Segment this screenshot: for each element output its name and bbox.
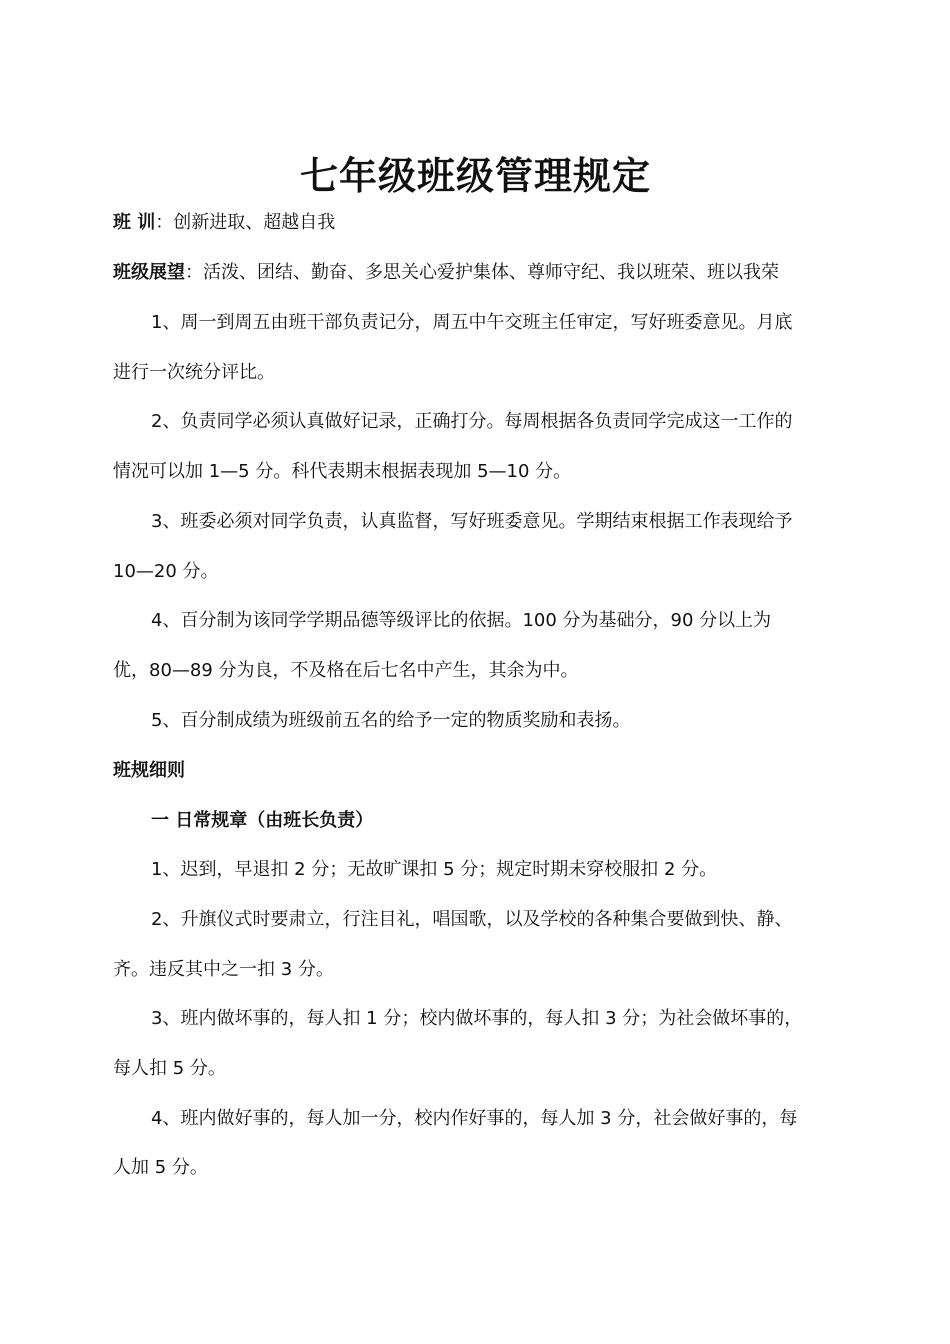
- detail-2-line-1: 2、升旗仪式时要肃立，行注目礼，唱国歌，以及学校的各种集合要做到快、静、: [151, 909, 793, 930]
- rule-1-line-2: 进行一次统分评比。: [113, 362, 275, 383]
- detail-3-line-2: 每人扣 5 分。: [113, 1058, 226, 1079]
- class-motto-label: 班 训: [113, 212, 156, 233]
- rule-5-line-1: 5、百分制成绩为班级前五名的给予一定的物质奖励和表扬。: [151, 710, 631, 731]
- detail-2-line-2: 齐。违反其中之一扣 3 分。: [113, 959, 334, 980]
- section-1-heading: 一 日常规章（由班长负责）: [151, 810, 374, 831]
- rule-2-line-2: 情况可以加 1—5 分。科代表期末根据表现加 5—10 分。: [113, 461, 572, 482]
- detail-4-line-2: 人加 5 分。: [113, 1157, 208, 1178]
- rule-4-line-2: 优，80—89 分为良，不及格在后七名中产生，其余为中。: [113, 660, 579, 681]
- class-vision-label: 班级展望: [113, 262, 185, 283]
- rule-2-line-1: 2、负责同学必须认真做好记录，正确打分。每周根据各负责同学完成这一工作的: [151, 411, 793, 432]
- class-vision: [113, 260, 838, 286]
- detail-3-line-1: 3、班内做坏事的，每人扣 1 分；校内做坏事的，每人扣 3 分；为社会做坏事的，: [151, 1008, 803, 1029]
- detail-4-line-1: 4、班内做好事的，每人加一分，校内作好事的，每人加 3 分，社会做好事的，每: [151, 1108, 798, 1129]
- class-motto: [113, 210, 838, 236]
- class-motto-separator: ：: [155, 212, 174, 233]
- page-title: 七年级班级管理规定: [299, 153, 651, 198]
- rule-3-line-2: 10—20 分。: [113, 561, 219, 582]
- details-heading: 班规细则: [113, 760, 185, 781]
- class-vision-text: 活泼、团结、勤奋、多思关心爱护集体、尊师守纪、我以班荣、班以我荣: [203, 262, 779, 283]
- class-vision-separator: ：: [185, 262, 203, 283]
- rule-4-line-1: 4、百分制为该同学学期品德等级评比的依据。100 分为基础分，90 分以上为: [151, 610, 772, 631]
- rule-1-line-1: 1、周一到周五由班干部负责记分，周五中午交班主任审定，写好班委意见。月底: [151, 312, 793, 333]
- detail-1-line-1: 1、迟到，早退扣 2 分；无故旷课扣 5 分；规定时期未穿校服扣 2 分。: [151, 859, 718, 880]
- class-motto-text: 创新进取、超越自我: [173, 212, 336, 233]
- rule-3-line-1: 3、班委必须对同学负责，认真监督，写好班委意见。学期结束根据工作表现给予: [151, 511, 793, 532]
